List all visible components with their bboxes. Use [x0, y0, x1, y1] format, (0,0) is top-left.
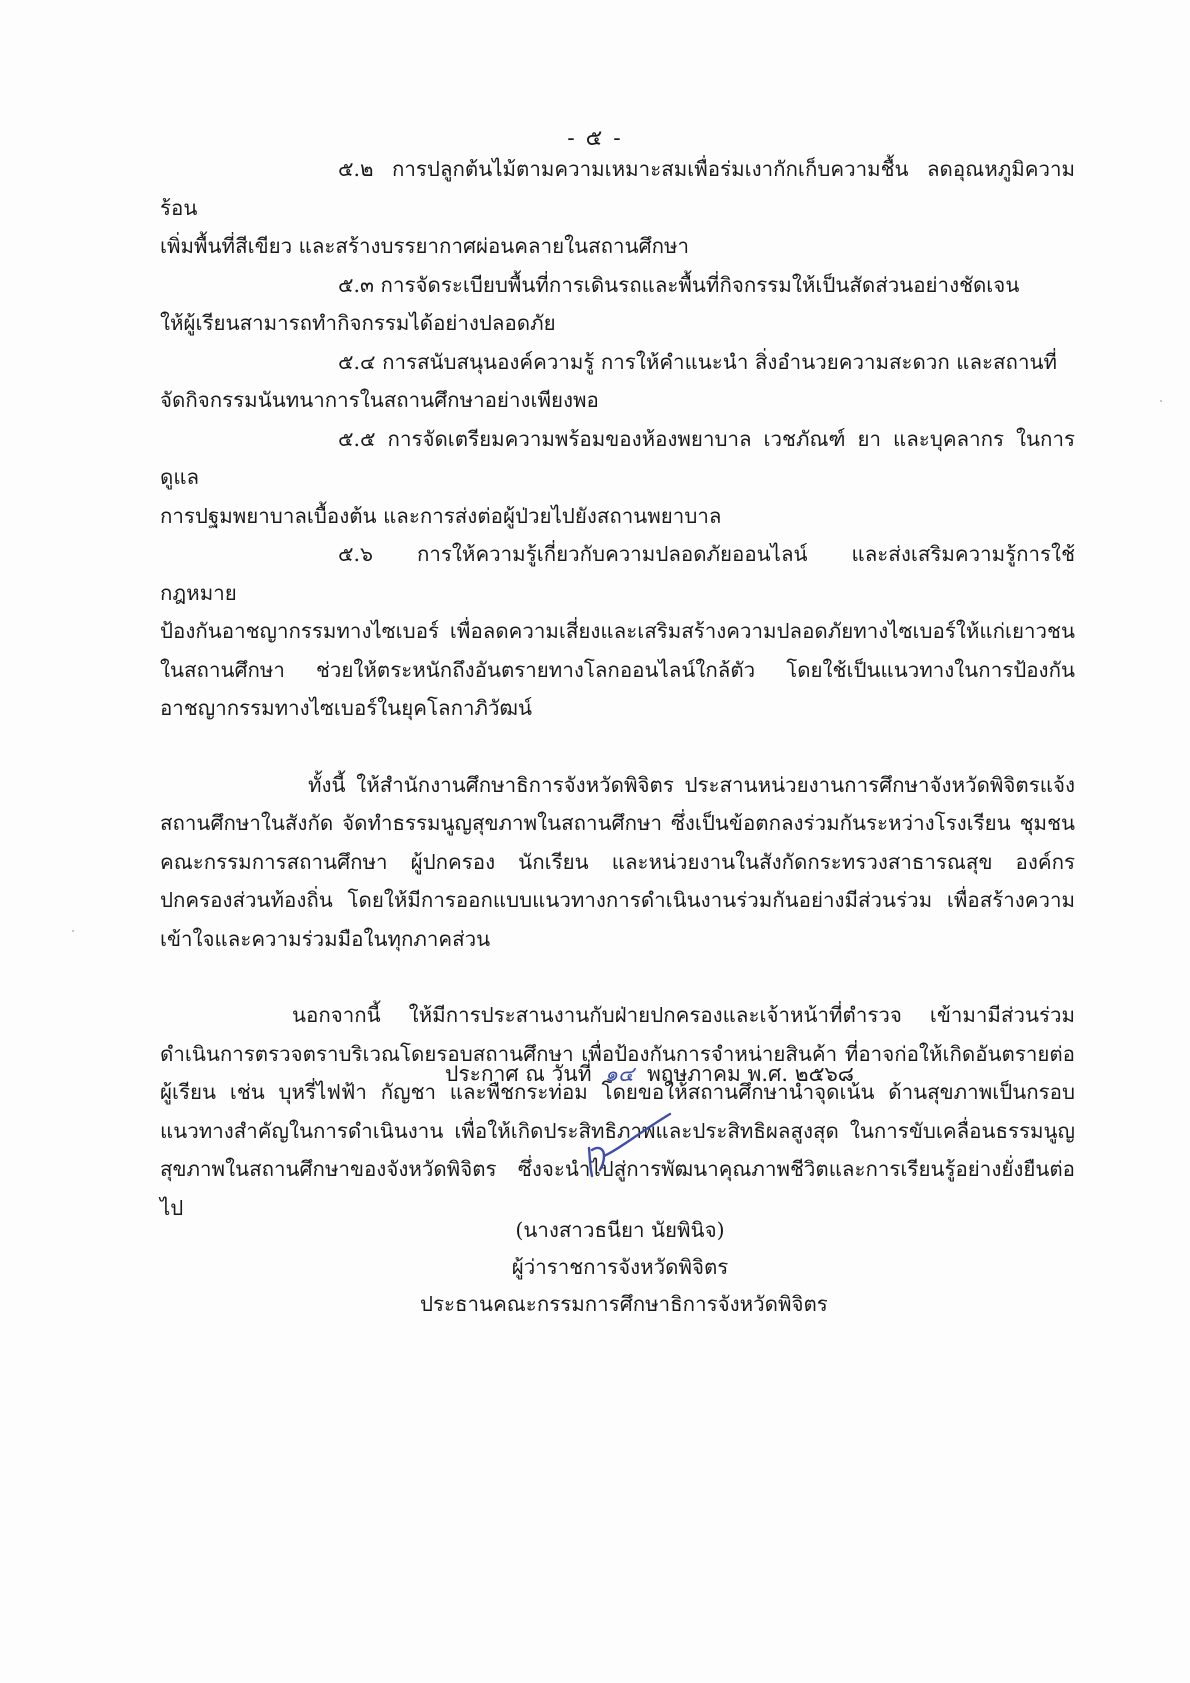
announcement-date [445, 1058, 854, 1091]
list-item [160, 343, 1075, 420]
paragraph-coordination: ทั้งนี้ ให้สำนักงานศึกษาธิการจังหวัดพิจิตร ประสานหน่วยงานการศึกษาจังหวัดพิจิตรแจ้งสถานศึกษาในสังกัด จัดทำธรรมนูญสุขภาพในสถานศึกษา ซึ่งเป็นข้อตกลงร่วมกันระหว่างโรงเรียน ชุมชน คณะกรรมการสถานศึกษา ผู้ปกครอง นักเรียน และหน่วยงานในสังกัดกระทรวงสาธารณสุข องค์กรปกครองส่วนท้องถิ่น โดยให้มีการออกแบบแนวทางการดำเนินงานร่วมกันอย่างมีส่วนร่วม เพื่อสร้างความเข้าใจและความร่วมมือในทุกภาคส่วน [160, 772, 1075, 951]
page-number: - ๕ - [567, 126, 623, 151]
signer-name: (นางสาวธนียา นัยพินิจ) [515, 1218, 725, 1242]
paragraph-spacer [160, 958, 1075, 996]
list-item-first-line: ๕.๖ การให้ความรู้เกี่ยวกับความปลอดภัยออนไลน์ และส่งเสริมความรู้การใช้กฎหมาย [160, 542, 1075, 605]
list-item-first-line: ๕.๕ การจัดเตรียมความพร้อมของห้องพยาบาล เวชภัณฑ์ ยา และบุคลากร ในการดูแล [160, 426, 1075, 489]
list-item-first-line: ๕.๔ การสนับสนุนองค์ความรู้ การให้คำแนะนำ สิ่งอำนวยความสะดวก และสถานที่ [338, 349, 1058, 374]
signature-mark [584, 1110, 674, 1180]
list-item-continuation: ให้ผู้เรียนสามารถทำกิจกรรมได้อย่างปลอดภัย [160, 311, 556, 335]
list-item-first-line: ๕.๒ การปลูกต้นไม้ตามความเหมาะสมเพื่อร่มเงากักเก็บความชื้น ลดอุณหภูมิความร้อน [160, 157, 1075, 220]
list-item-continuation: ป้องกันอาชญากรรมทางไซเบอร์ เพื่อลดความเสี่ยงและเสริมสร้างความปลอดภัยทางไซเบอร์ให้แก่เยาวชนในสถานศึกษา ช่วยให้ตระหนักถึงอันตรายทางโลกออนไลน์ใกล้ตัว โดยใช้เป็นแนวทางในการป้องกันอาชญากรรมทางไซเบอร์ในยุคโลกาภิวัฒน์ [160, 619, 1075, 720]
signer-block [420, 1212, 828, 1323]
list-item [160, 150, 1075, 266]
scan-speck [1160, 400, 1162, 402]
list-item-continuation: เพิ่มพื้นที่สีเขียว และสร้างบรรยากาศผ่อนคลายในสถานศึกษา [160, 234, 690, 258]
announcement-prefix: ประกาศ ณ วันที่ [445, 1062, 592, 1086]
signer-position: ผู้ว่าราชการจังหวัดพิจิตร [511, 1255, 729, 1279]
list-item-first-line: ๕.๓ การจัดระเบียบพื้นที่การเดินรถและพื้นที่กิจกรรมให้เป็นสัดส่วนอย่างชัดเจน [338, 272, 1020, 297]
announcement-month-year: พฤษภาคม พ.ศ. ๒๕๖๘ [646, 1062, 855, 1086]
list-item-continuation: จัดกิจกรรมนันทนาการในสถานศึกษาอย่างเพียงพอ [160, 388, 599, 412]
paragraph-spacer [160, 728, 1075, 766]
signer-position: ประธานคณะกรรมการศึกษาธิการจังหวัดพิจิตร [420, 1292, 828, 1316]
list-item-continuation: การปฐมพยาบาลเบื้องต้น และการส่งต่อผู้ป่วยไปยังสถานพยาบาล [160, 503, 722, 528]
list-item [160, 535, 1075, 728]
list-item [160, 420, 1075, 536]
list-item [160, 266, 1075, 343]
paragraph-police-cooperation: นอกจากนี้ ให้มีการประสานงานกับฝ่ายปกครองและเจ้าหน้าที่ตำรวจ เข้ามามีส่วนร่วมดำเนินการตรวจตราบริเวณโดยรอบสถานศึกษา เพื่อป้องกันการจำหน่ายสินค้า ที่อาจก่อให้เกิดอันตรายต่อผู้เรียน เช่น บุหรี่ไฟฟ้า กัญชา และพืชกระท่อม โดยขอให้สถานศึกษานำจุดเน้น ด้านสุขภาพเป็นกรอบแนวทางสำคัญในการดำเนินงาน เพื่อให้เกิดประสิทธิภาพและประสิทธิผลสูงสุด ในการขับเคลื่อนธรรมนูญสุขภาพในสถานศึกษาของจังหวัดพิจิตร ซึ่งจะนำไปสู่การพัฒนาคุณภาพชีวิตและการเรียนรู้อย่างยั่งยืนต่อไป [160, 1003, 1075, 1220]
scan-speck [72, 930, 74, 932]
handwritten-day: ๑๔ [604, 1062, 634, 1086]
